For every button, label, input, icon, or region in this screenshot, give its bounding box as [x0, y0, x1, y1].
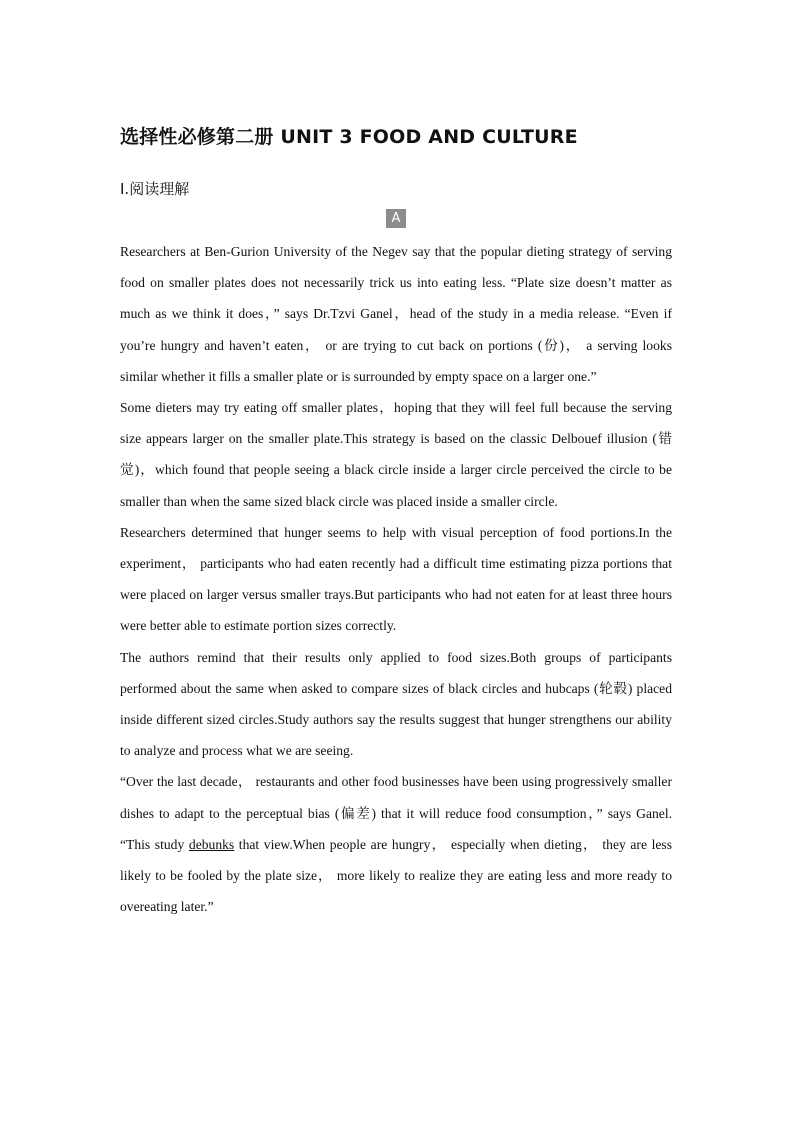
underlined-word-debunks: debunks [188, 836, 235, 852]
document-title: 选择性必修第二册 UNIT 3 FOOD AND CULTURE [120, 126, 578, 148]
paragraph-5 [120, 766, 672, 922]
passage-label-badge: A [386, 209, 406, 228]
paragraph-5-part-after: that view.When people are hungry， especially when dieting， they are less likely to be fooled by the plate size， more likely to realize they are eating less and more ready to overeating later.” [120, 836, 672, 915]
paragraph-3: Researchers determined that hunger seems to help with visual perception of food portions.In the experiment， participants who had eaten recently had a difficult time estimating pizza portions that were placed on larger versus smaller trays.But participants who had not eaten for at least three hours were better able to estimate portion sizes correctly. [120, 524, 672, 634]
paragraph-4: The authors remind that their results only applied to food sizes.Both groups of participants performed about the same when asked to compare sizes of black circles and hubcaps (轮毂) placed inside different sized circles.Study authors say the results suggest that hunger strengthens our ability to analyze and process what we are seeing. [120, 649, 672, 759]
paragraph-5-part-before: “Over the last decade， restaurants and other food businesses have been using progressively smaller dishes to adapt to the perceptual bias (偏差) that it will reduce food consumption，” says Ganel. “This study [120, 774, 672, 852]
passage-body [120, 236, 672, 922]
paragraph-2: Some dieters may try eating off smaller plates，hoping that they will feel full because the serving size appears larger on the smaller plate.This strategy is based on the classic Delbouef illusion (错觉)，which found that people seeing a black circle inside a larger circle perceived the circle to be smaller than when the same sized black circle was placed inside a smaller circle. [120, 400, 672, 509]
paragraph-1: Researchers at Ben-Gurion University of the Negev say that the popular dieting strategy of serving food on smaller plates does not necessarily trick us into eating less. “Plate size doesn’t matter as much as we think it does，” says Dr.Tzvi Ganel，head of the study in a media release. “Even if you’re hungry and haven’t eaten， or are trying to cut back on portions (份)， a serving looks similar whether it fills a smaller plate or is surrounded by empty space on a larger one.” [120, 244, 672, 384]
section-heading-reading-comprehension: Ⅰ.阅读理解 [120, 180, 190, 198]
